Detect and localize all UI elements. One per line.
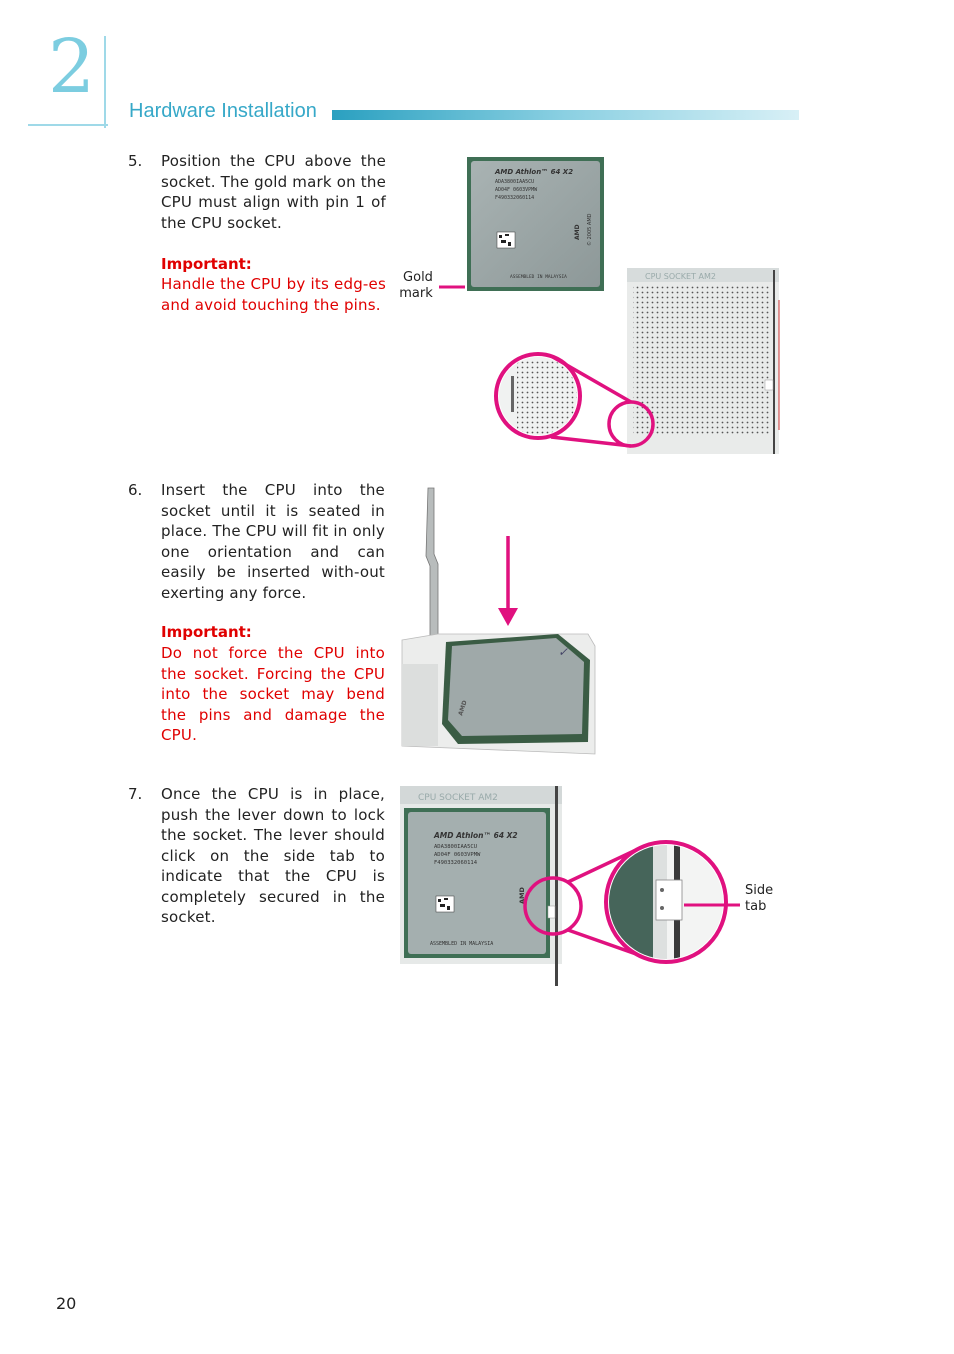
figure-lever-locked xyxy=(398,784,798,989)
chapter-title: Hardware Installation xyxy=(129,100,317,122)
gold-mark-label-line2: mark xyxy=(399,286,433,301)
figure-cpu-above-socket xyxy=(395,150,795,460)
cpu-line2-2: ADA3800IAA5CU xyxy=(434,844,478,850)
step-5-important-label: Important: xyxy=(161,255,252,273)
gold-mark-label-line1: Gold xyxy=(403,270,433,285)
cpu-line4: F490332060114 xyxy=(495,195,535,201)
cpu-footer: ASSEMBLED IN MALAYSIA xyxy=(510,275,567,280)
step-6-number: 6. xyxy=(128,481,143,499)
step-6-text: Insert the CPU into the socket until it is seated in place. The CPU will fit in only one orientation and can easily be inserted with-out exerting any force. xyxy=(161,481,385,602)
step-6-important-text: Do not force the CPU into the socket. Forcing the CPU into the socket may bend the pins and damage the CPU. xyxy=(161,644,385,744)
step-5-number: 5. xyxy=(128,152,143,170)
title-gradient-bar xyxy=(332,110,799,120)
lever-down xyxy=(555,786,558,986)
cpu-line3-2: AD04F 0603VPMW xyxy=(434,852,481,858)
step-5-important-text: Handle the CPU by its edg-es and avoid touching the pins. xyxy=(161,275,386,314)
socket-label-2: CPU SOCKET AM2 xyxy=(418,793,498,803)
side-tab-label-line2: tab xyxy=(745,899,767,914)
step-7-number: 7. xyxy=(128,785,143,803)
cpu-side-brand-2: AMD xyxy=(518,887,526,904)
step-5-text: Position the CPU above the socket. The gold mark on the CPU must align with pin 1 of the CPU socket. xyxy=(161,152,386,232)
cpu-line1: AMD Athlon™ 64 X2 xyxy=(495,168,574,176)
insert-arrow-icon xyxy=(498,608,518,626)
step-7-text: Once the CPU is in place, push the lever down to lock the socket. The lever should click on the side tab to indicate that the CPU is completely secured in the socket. xyxy=(161,785,385,926)
cpu-side-brand: AMD xyxy=(574,224,581,240)
step-6-important-label: Important: xyxy=(161,623,252,641)
side-tab-label-line1: Side xyxy=(745,883,774,898)
svg-text:✓: ✓ xyxy=(558,645,569,659)
cpu-line4-2: F490332060114 xyxy=(434,860,478,866)
cpu-footer-2: ASSEMBLED IN MALAYSIA xyxy=(430,941,494,947)
cpu-line1-2: AMD Athlon™ 64 X2 xyxy=(434,831,518,840)
inserted-cpu-brand: AMD xyxy=(457,699,469,717)
chapter-divider-horizontal xyxy=(28,124,108,126)
page-number: 20 xyxy=(56,1294,77,1313)
cpu-line2: ADA3800IAA5CU xyxy=(495,179,535,185)
socket-label: CPU SOCKET AM2 xyxy=(645,272,716,281)
figure-cpu-inserted xyxy=(398,484,603,759)
cpu-side-copyright: © 2005 AMD xyxy=(587,213,593,246)
chapter-number: 2 xyxy=(48,24,96,110)
socket-lever xyxy=(426,488,438,644)
chapter-divider-vertical xyxy=(104,36,106,128)
cpu-line3: AD04F 0603VPMW xyxy=(495,187,538,193)
